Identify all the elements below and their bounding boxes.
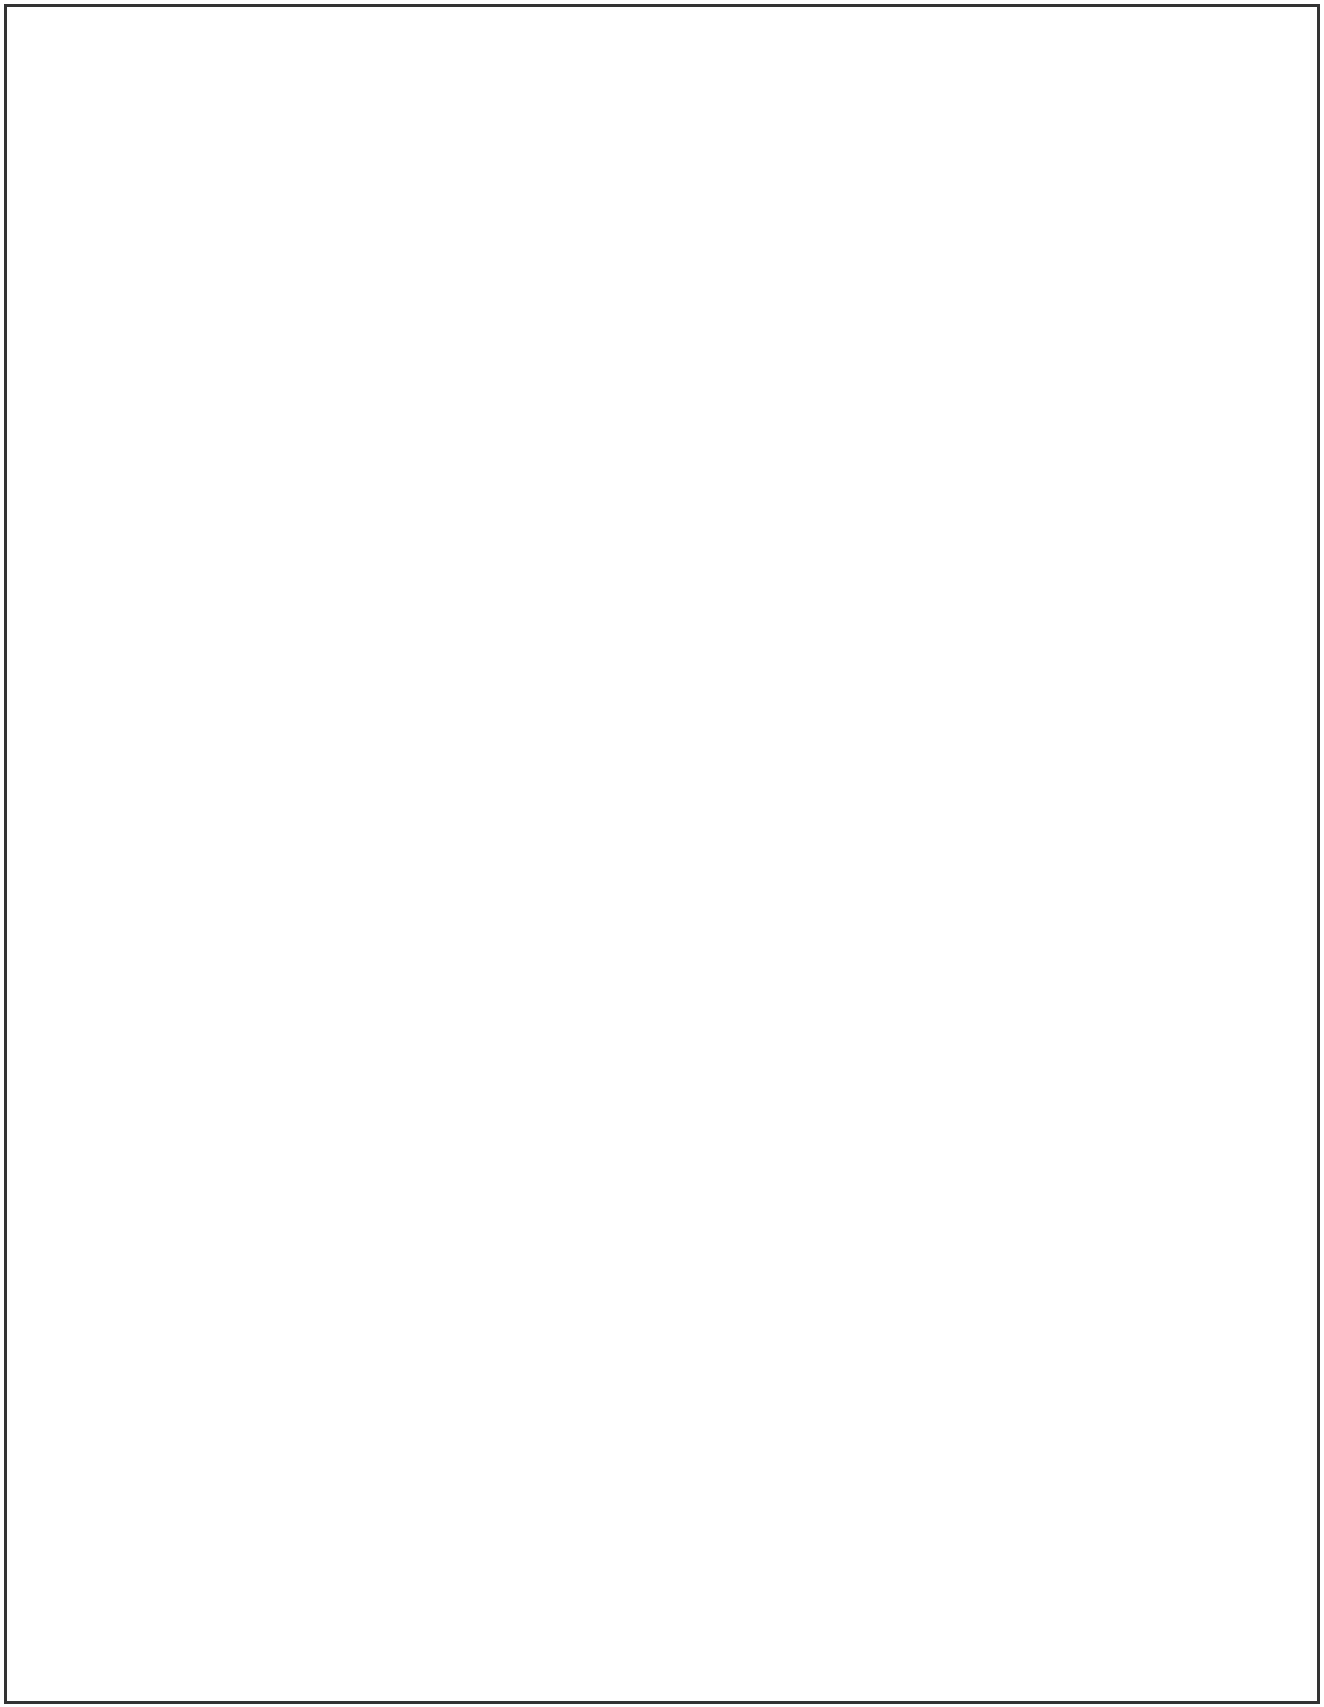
spec-table: [4, 4, 1320, 1704]
